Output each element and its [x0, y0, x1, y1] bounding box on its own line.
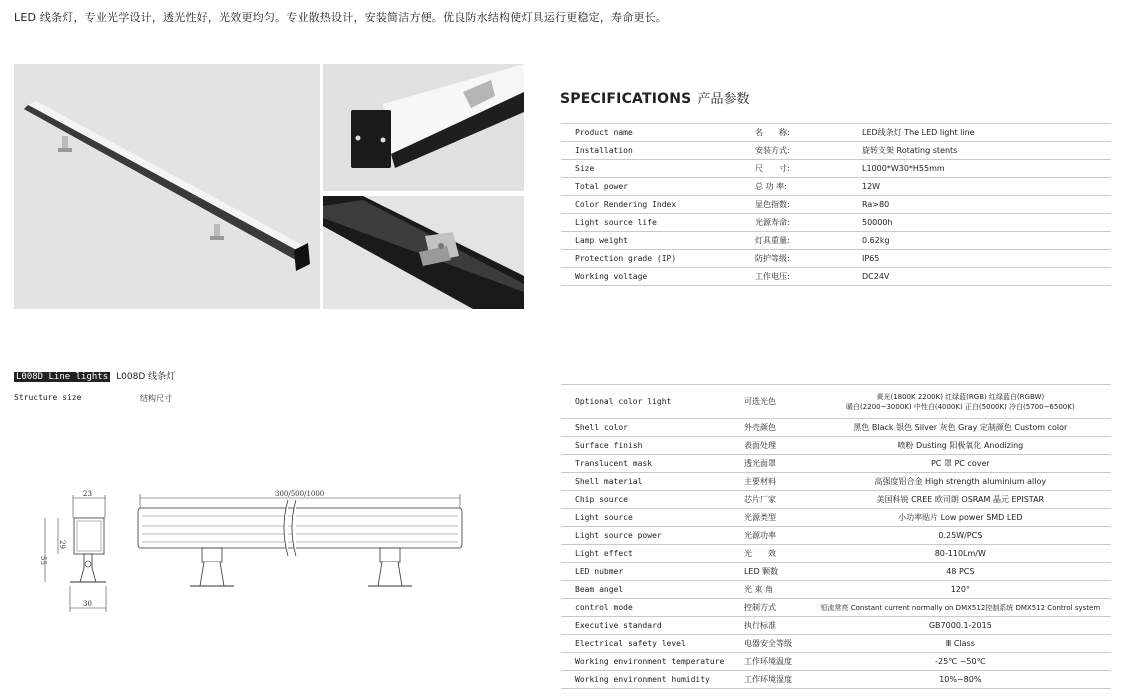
- option-label-cn: 工作环境湿度: [730, 671, 810, 689]
- spec-label: Installation: [561, 142, 741, 160]
- structure-size-label-cn: 结构尺寸: [140, 394, 172, 403]
- structure-size-label: Structure size: [14, 393, 82, 402]
- option-label-cn: 电器安全等级: [730, 635, 810, 653]
- spec-value: 0.62kg: [848, 232, 1111, 250]
- dim-base-label: 30: [83, 600, 92, 608]
- option-label: Working environment humidity: [561, 671, 730, 689]
- spec-table: [561, 123, 1111, 286]
- table-row: [561, 473, 1111, 491]
- table-row: [561, 671, 1111, 689]
- dim-length-label: 300/500/1000: [275, 490, 325, 498]
- options-table: [561, 384, 1111, 689]
- product-photo-bracket: [323, 196, 524, 309]
- option-label: Shell material: [561, 473, 730, 491]
- table-row: [561, 196, 1111, 214]
- table-row: [561, 509, 1111, 527]
- option-label-cn: 控制方式: [730, 599, 810, 617]
- option-label: LED nubmer: [561, 563, 730, 581]
- model-name: L008D 线条灯: [116, 372, 176, 382]
- spec-label: Light source life: [561, 214, 741, 232]
- option-label: Shell color: [561, 419, 730, 437]
- option-label-cn: 芯片厂家: [730, 491, 810, 509]
- product-photo-main: [14, 64, 320, 309]
- option-label: Optional color light: [561, 385, 730, 419]
- spec-title-en: SPECIFICATIONS: [560, 91, 692, 107]
- table-row: [561, 455, 1111, 473]
- option-value: 10%~80%: [810, 671, 1111, 689]
- option-label-cn: 表面处理: [730, 437, 810, 455]
- spec-value: LED线条灯 The LED light line: [848, 124, 1111, 142]
- option-label-cn: 执行标准: [730, 617, 810, 635]
- option-value: Ⅲ Class: [810, 635, 1111, 653]
- intro-text: LED 线条灯，专业光学设计，透光性好，光效更均匀。专业散热设计，安装简洁方便。优良防水结构使灯具运行更稳定，寿命更长。: [14, 11, 668, 24]
- option-value: PC 罩 PC cover: [810, 455, 1111, 473]
- table-row: [561, 545, 1111, 563]
- option-value-line: 暖白(2200~3000K) 中性白(4000K) 正白(5000K) 冷白(5700~6500K): [846, 402, 1075, 411]
- option-value: 120°: [810, 581, 1111, 599]
- spec-label: Total power: [561, 178, 741, 196]
- option-value-line: 黄光(1800K 2200K) 红绿蓝(RGB) 红绿蓝白(RGBW): [876, 392, 1045, 401]
- option-value: -25℃ ~50℃: [810, 653, 1111, 671]
- option-label: Surface finish: [561, 437, 730, 455]
- table-row: [561, 581, 1111, 599]
- spec-label-cn: 工作电压:: [741, 268, 848, 286]
- option-label-cn: 光源功率: [730, 527, 810, 545]
- option-label-cn: 工作环境温度: [730, 653, 810, 671]
- model-tag: L008D Line lights: [16, 372, 109, 382]
- option-label: Electrical safety level: [561, 635, 730, 653]
- spec-value: IP65: [848, 250, 1111, 268]
- spec-label-cn: 名 称:: [741, 124, 848, 142]
- spec-label: Color Rendering Index: [561, 196, 741, 214]
- option-label: Working environment temperature: [561, 653, 730, 671]
- spec-label: Protection grade (IP): [561, 250, 741, 268]
- table-row: [561, 124, 1111, 142]
- dimension-drawing-length: [130, 490, 470, 590]
- option-label-cn: LED 颗数: [730, 563, 810, 581]
- option-label: Translucent mask: [561, 455, 730, 473]
- spec-value: L1000*W30*H55mm: [848, 160, 1111, 178]
- dim-width-label: 23: [83, 490, 92, 498]
- table-row: [561, 385, 1111, 419]
- option-value: 48 PCS: [810, 563, 1111, 581]
- spec-label-cn: 光源寿命:: [741, 214, 848, 232]
- dim-inner-height-label: 29: [58, 540, 66, 549]
- option-label: Executive standard: [561, 617, 730, 635]
- option-value: [810, 385, 1111, 419]
- option-value: 0.25W/PCS: [810, 527, 1111, 545]
- option-label: Light source power: [561, 527, 730, 545]
- option-label-cn: 光 效: [730, 545, 810, 563]
- option-label: Chip source: [561, 491, 730, 509]
- spec-label: Size: [561, 160, 741, 178]
- spec-title-cn: 产品参数: [697, 92, 750, 107]
- option-label: control mode: [561, 599, 730, 617]
- table-row: [561, 635, 1111, 653]
- option-value: 80-110Lm/W: [810, 545, 1111, 563]
- option-value: GB7000.1-2015: [810, 617, 1111, 635]
- table-row: [561, 232, 1111, 250]
- table-row: [561, 527, 1111, 545]
- option-value: 黑色 Black 银色 Silver 灰色 Gray 定制颜色 Custom color: [810, 419, 1111, 437]
- spec-value: 旋转支架 Rotating stents: [848, 142, 1111, 160]
- spec-value: Ra>80: [848, 196, 1111, 214]
- table-row: [561, 419, 1111, 437]
- table-row: [561, 491, 1111, 509]
- option-label: Beam angel: [561, 581, 730, 599]
- spec-value: 50000h: [848, 214, 1111, 232]
- option-label-cn: 光 束 角: [730, 581, 810, 599]
- table-row: [561, 178, 1111, 196]
- table-row: [561, 160, 1111, 178]
- specifications-title: [560, 88, 749, 107]
- table-row: [561, 653, 1111, 671]
- option-label-cn: 外壳颜色: [730, 419, 810, 437]
- table-row: [561, 437, 1111, 455]
- option-value: 恒流常亮 Constant current normally on DMX512控制系统 DMX512 Control system: [810, 599, 1111, 617]
- table-row: [561, 563, 1111, 581]
- table-row: [561, 617, 1111, 635]
- option-label-cn: 主要材料: [730, 473, 810, 491]
- table-row: [561, 599, 1111, 617]
- option-label: Light source: [561, 509, 730, 527]
- dimension-drawing-side: [40, 490, 120, 615]
- spec-label-cn: 显色指数:: [741, 196, 848, 214]
- spec-label: Working voltage: [561, 268, 741, 286]
- option-value: 美国科锐 CREE 欧司朗 OSRAM 晶元 EPISTAR: [810, 491, 1111, 509]
- table-row: [561, 250, 1111, 268]
- spec-label: Lamp weight: [561, 232, 741, 250]
- model-title: [14, 369, 175, 382]
- spec-value: 12W: [848, 178, 1111, 196]
- option-value: 高强度铝合金 High strength aluminium alloy: [810, 473, 1111, 491]
- product-photo-endcap: [323, 64, 524, 191]
- table-row: [561, 214, 1111, 232]
- spec-label-cn: 尺 寸:: [741, 160, 848, 178]
- spec-label-cn: 灯具重量:: [741, 232, 848, 250]
- option-value: 小功率贴片 Low power SMD LED: [810, 509, 1111, 527]
- option-label-cn: 透光面罩: [730, 455, 810, 473]
- spec-label-cn: 总 功 率:: [741, 178, 848, 196]
- option-label-cn: 光源类型: [730, 509, 810, 527]
- dim-height-label: 55: [39, 556, 47, 565]
- option-label: Light effect: [561, 545, 730, 563]
- spec-label-cn: 安装方式:: [741, 142, 848, 160]
- option-label-cn: 可选光色: [730, 385, 810, 419]
- spec-value: DC24V: [848, 268, 1111, 286]
- option-value: 喷粉 Dusting 阳极氧化 Anodizing: [810, 437, 1111, 455]
- table-row: [561, 268, 1111, 286]
- table-row: [561, 142, 1111, 160]
- spec-label: Product name: [561, 124, 741, 142]
- spec-label-cn: 防护等级:: [741, 250, 848, 268]
